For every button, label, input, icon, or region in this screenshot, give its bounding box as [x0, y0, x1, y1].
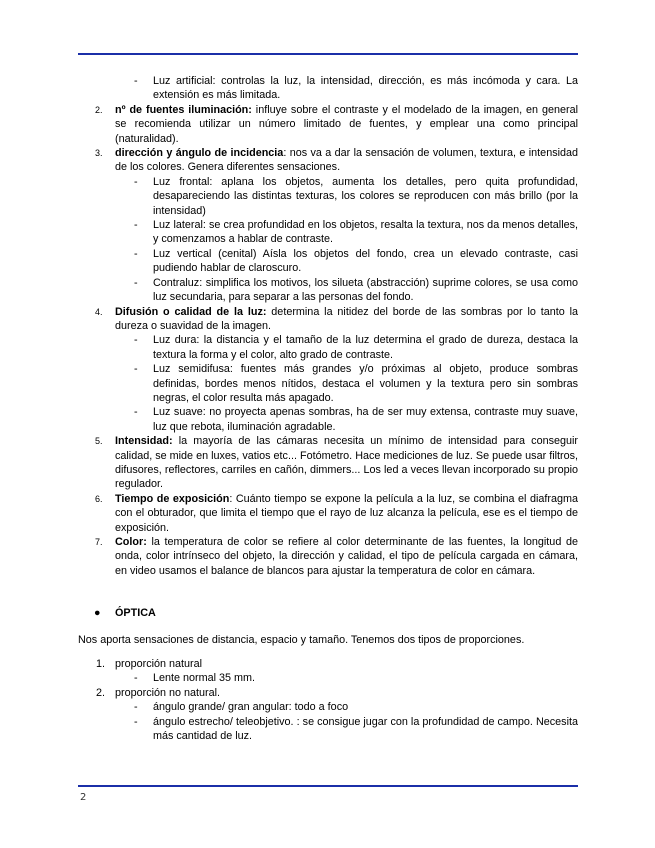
list-item-intensidad — [78, 434, 578, 492]
sub-item: - Luz lateral: se crea profundidad en los objetos, resalta la textura, nos da menos detalles, y comenzamos a hablar de contraste. — [78, 218, 578, 247]
item-term: Color: — [115, 536, 147, 548]
item-text: determina la nitidez del borde de las sombras por lo tanto la dureza o suavidad de la imagen. — [115, 305, 578, 332]
list-item-difusion — [78, 305, 578, 334]
sub-item-luz-artificial: - Luz artificial: controlas la luz, la intensidad, dirección, es más incómoda y cara. La extensión es más limitada. — [78, 74, 578, 103]
item-number: 4. — [95, 306, 103, 317]
item-term: Intensidad: — [115, 435, 173, 448]
header-rule — [78, 53, 578, 55]
sub-item: - Contraluz: simplifica los motivos, los silueta (abstracción) suprime colores, se usa como luz secundaria, para separar a las personas del fondo. — [78, 276, 578, 305]
item-number: 2. — [96, 686, 106, 699]
page-number: 2 — [80, 792, 87, 803]
page-content — [78, 74, 578, 743]
sub-item: - Luz vertical (cenital) Aísla los objetos del fondo, crea un elevado contraste, casi pudiendo hablar de claroscuro. — [78, 247, 578, 276]
item-number: 7. — [95, 537, 103, 547]
item-text: proporción no natural. — [115, 686, 221, 699]
item-term: dirección y ángulo de incidencia — [115, 147, 284, 160]
item-text: la temperatura de color se refiere al color determinante de las fuentes, la longitud de onda, color intrínseco del objeto, la dirección y calidad, el tipo de película cargada en cámara, en video usamos el balance de blancos para ajustar la temperatura de color en cámara. — [115, 536, 578, 577]
sub-item: - Luz suave: no proyecta apenas sombras, ha de ser muy extensa, contraste muy suave, luz que rebota, iluminación agradable. — [78, 405, 578, 434]
item-term: Tiempo de exposición — [115, 492, 230, 505]
item-text: proporción natural — [115, 658, 203, 671]
item-term: nº de fuentes iluminación: — [115, 103, 252, 116]
footer-rule — [78, 785, 578, 787]
item-text: influye sobre el contraste y el modelado de la imagen, en general se recomienda utilizar un número limitado de fuentes, y emplear una como principal (naturalidad). — [115, 103, 578, 145]
sub-item: - Lente normal 35 mm. — [78, 671, 578, 685]
section-title: ÓPTICA — [115, 607, 156, 620]
bullet-icon: ● — [94, 607, 101, 620]
sub-item: - Luz dura: la distancia y el tamaño de la luz determina el grado de dureza, destaca la textura la forma y el color, alto grado de contraste. — [78, 333, 578, 362]
item-number: 6. — [95, 493, 103, 504]
item-term: Difusión o calidad de la luz: — [115, 305, 267, 318]
item-text: la mayoría de las cámaras necesita un mínimo de intensidad para conseguir calidad, se mide en luxes, vatios etc... Fotómetro. Hace mediciones de luz. Se puede usar filtros, difusores, reflectores, carriles en cañón, dimmers... Los led a veces llevan incorporado su propio regulador. — [115, 435, 578, 491]
list-item-direccion — [78, 146, 578, 175]
section-heading-optica — [78, 606, 578, 620]
item-number: 3. — [95, 148, 103, 159]
sub-item: - ángulo estrecho/ teleobjetivo. : se consigue jugar con la profundidad de campo. Necesita más cantidad de luz. — [78, 715, 578, 744]
item-number: 5. — [95, 436, 103, 447]
list-item-proporcion-no-natural — [78, 686, 578, 700]
list-item-proporcion-natural — [78, 657, 578, 671]
section-intro: Nos aporta sensaciones de distancia, espacio y tamaño. Tenemos dos tipos de proporciones. — [78, 633, 525, 646]
item-number: 2. — [95, 104, 103, 115]
list-item-fuentes — [78, 103, 578, 146]
list-item-color — [78, 535, 578, 578]
item-text: : Cuánto tiempo se expone la película a la luz, se combina el diafragma con el obturador, que limita el tiempo que el rayo de luz alcanza la película, ese es el tiempo de exposición. — [115, 492, 579, 534]
sub-item: - Luz semidifusa: fuentes más grandes y/o próximas al objeto, produce sombras definidas, bordes menos nítidos, destaca el volumen y la textura pero sin sombras negras, el color resulta más apagado. — [78, 362, 578, 405]
sub-item: - Luz frontal: aplana los objetos, aumenta los detalles, pero quita profundidad, desapareciendo las distintas texturas, los colores se reproducen con más brillo (por la intensidad) — [78, 175, 578, 218]
item-number: 1. — [96, 658, 106, 671]
list-item-tiempo-exposicion — [78, 492, 578, 535]
item-text: : nos va a dar la sensación de volumen, textura, e intensidad de los colores. Genera diferentes sensaciones. — [115, 147, 579, 174]
sub-item: - ángulo grande/ gran angular: todo a foco — [78, 700, 578, 714]
